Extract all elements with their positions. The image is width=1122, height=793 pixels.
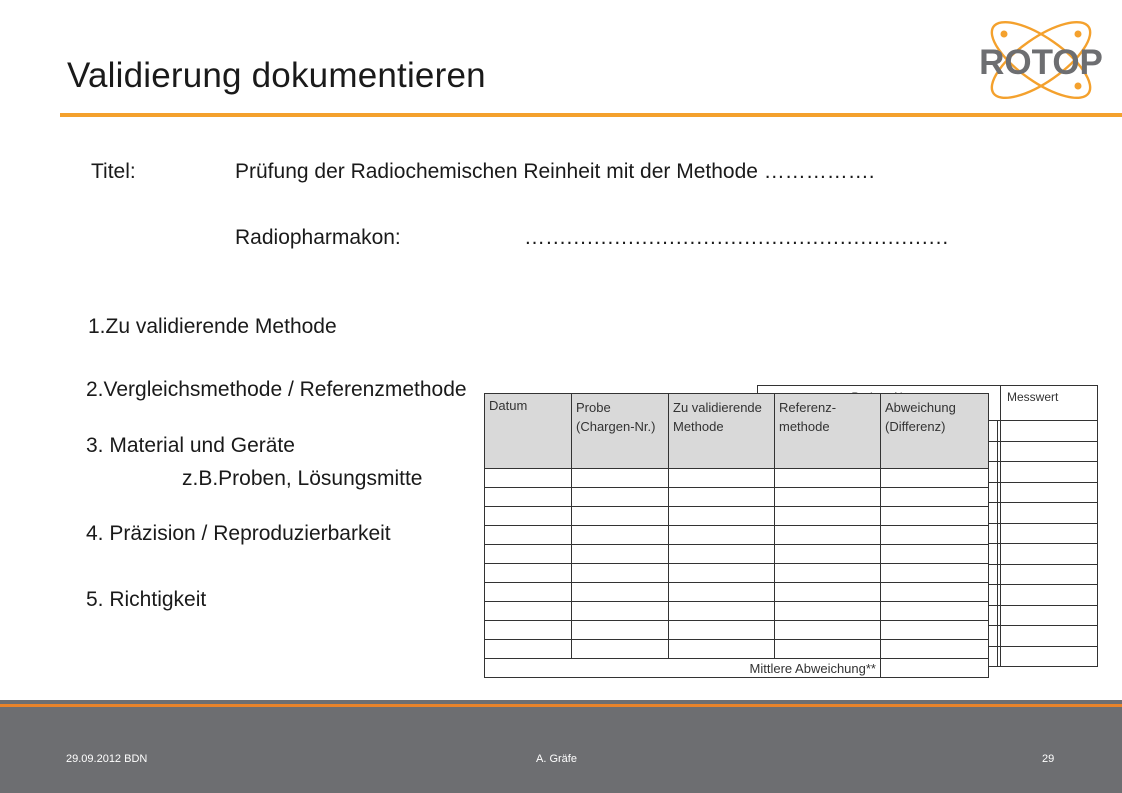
table-header-row	[485, 394, 989, 469]
table-cell	[775, 602, 881, 621]
table-cell	[669, 526, 775, 545]
table-cell	[881, 488, 989, 507]
table-cell	[775, 526, 881, 545]
table-cell	[669, 507, 775, 526]
radiopharmakon-value: …...........................................................	[524, 226, 950, 249]
table-cell	[669, 640, 775, 659]
table-row	[485, 469, 989, 488]
table-cell	[572, 507, 669, 526]
section-2: 2.Vergleichsmethode / Referenzmethode	[86, 378, 467, 401]
table-cell	[1001, 482, 1098, 503]
table-row	[485, 583, 989, 602]
table-cell	[881, 602, 989, 621]
logo-text: ROTOP	[979, 43, 1103, 82]
table-cell	[881, 469, 989, 488]
table-row	[485, 488, 989, 507]
table-cell	[881, 564, 989, 583]
table-cell	[669, 583, 775, 602]
table-cell	[1001, 585, 1098, 606]
table-cell	[485, 545, 572, 564]
table-cell	[1001, 646, 1098, 667]
zu-validierende-methode-header: Zu validierende Methode	[669, 394, 775, 469]
table-row	[485, 545, 989, 564]
table-cell	[881, 526, 989, 545]
table-cell	[775, 488, 881, 507]
table-cell	[1001, 626, 1098, 647]
table-cell	[485, 621, 572, 640]
section-1: 1.Zu validierende Methode	[88, 315, 337, 338]
section-3: 3. Material und Geräte	[86, 434, 295, 457]
referenzmethode-header: Referenz-methode	[775, 394, 881, 469]
table-row	[485, 621, 989, 640]
table-cell	[881, 545, 989, 564]
table-cell	[572, 564, 669, 583]
section-4: 4. Präzision / Reproduzierbarkeit	[86, 522, 391, 545]
titel-label: Titel:	[91, 160, 136, 183]
table-cell	[572, 488, 669, 507]
table-cell	[485, 602, 572, 621]
title-divider	[60, 113, 1122, 117]
table-row	[485, 640, 989, 659]
table-cell	[775, 564, 881, 583]
table-cell	[669, 564, 775, 583]
table-cell	[881, 640, 989, 659]
table-cell	[775, 469, 881, 488]
table-cell	[775, 545, 881, 564]
footer-accent-stripe	[0, 704, 1122, 707]
footer-date-author: 29.09.2012 BDN	[66, 753, 148, 765]
table-cell	[485, 564, 572, 583]
section-3-sub: z.B.Proben, Lösungsmitte	[182, 467, 423, 490]
footer-presenter: A. Gräfe	[536, 753, 577, 765]
table-cell	[881, 583, 989, 602]
section-5: 5. Richtigkeit	[86, 588, 207, 611]
table-cell	[669, 469, 775, 488]
table-cell	[572, 526, 669, 545]
atom-logo-icon	[978, 12, 1104, 108]
table-cell	[669, 621, 775, 640]
table-cell	[485, 488, 572, 507]
messwert-header: Messwert	[1001, 386, 1098, 421]
table-cell	[485, 583, 572, 602]
table-cell	[572, 621, 669, 640]
table-cell	[572, 602, 669, 621]
table-cell	[1001, 523, 1098, 544]
table-cell	[775, 507, 881, 526]
table-row	[485, 564, 989, 583]
probe-header: Probe (Chargen-Nr.)	[572, 394, 669, 469]
table-cell	[572, 545, 669, 564]
table-cell	[485, 507, 572, 526]
table-cell	[881, 621, 989, 640]
table-cell	[775, 621, 881, 640]
abweichung-header: Abweichung (Differenz)	[881, 394, 989, 469]
table-cell	[572, 583, 669, 602]
table-row	[485, 602, 989, 621]
table-cell	[775, 583, 881, 602]
table-cell	[1001, 544, 1098, 565]
table-cell	[1001, 564, 1098, 585]
datum-header: Datum	[485, 394, 572, 469]
table-cell	[572, 640, 669, 659]
table-cell	[1001, 441, 1098, 462]
table-cell	[881, 507, 989, 526]
table-cell	[485, 640, 572, 659]
table-row	[485, 526, 989, 545]
table-cell	[485, 526, 572, 545]
table-cell	[572, 469, 669, 488]
table-footer-row	[485, 659, 989, 678]
table-cell	[1001, 503, 1098, 524]
radiopharmakon-label: Radiopharmakon:	[235, 226, 401, 249]
rotop-logo	[978, 12, 1104, 108]
table-cell	[775, 640, 881, 659]
table-cell	[1001, 421, 1098, 442]
slide-title: Validierung dokumentieren	[67, 56, 486, 95]
table-cell	[1001, 462, 1098, 483]
table-cell	[1001, 605, 1098, 626]
table-cell	[669, 545, 775, 564]
mittlere-abweichung-value	[881, 659, 989, 678]
titel-value: Prüfung der Radiochemischen Reinheit mit der Methode …………….	[235, 160, 875, 183]
table-cell	[485, 469, 572, 488]
mittlere-abweichung-label: Mittlere Abweichung**	[485, 659, 881, 678]
table-row	[485, 507, 989, 526]
validation-table	[484, 393, 989, 678]
table-cell	[669, 488, 775, 507]
table-cell	[669, 602, 775, 621]
footer-page-number: 29	[1042, 753, 1055, 765]
footer-bar	[0, 700, 1122, 793]
